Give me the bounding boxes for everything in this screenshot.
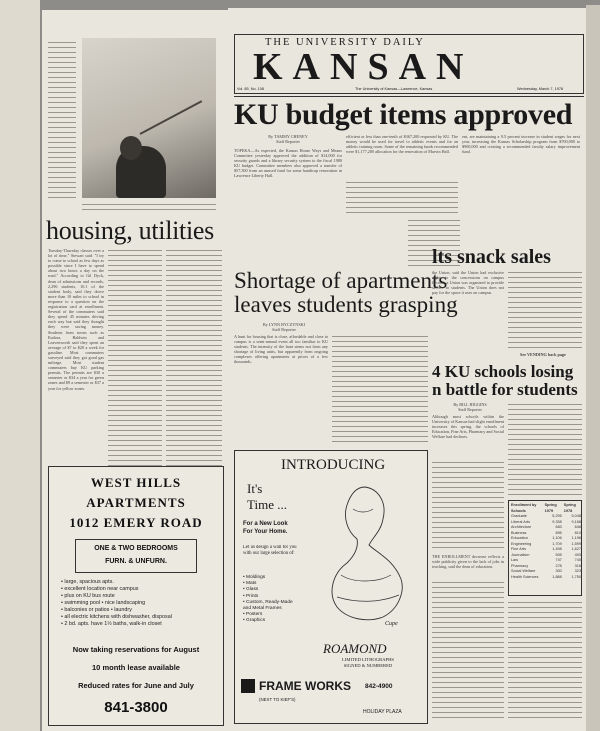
feature-item: • excellent location near campus	[61, 586, 139, 592]
enrollment-table-grid	[510, 503, 582, 580]
table-cell: 505	[555, 552, 562, 557]
table-cell: 1,599	[571, 541, 581, 546]
shortage-column-2	[332, 334, 428, 444]
west-hills-features	[61, 579, 221, 628]
design-line: Let us design a wall for you with our large selection of:	[243, 545, 297, 556]
furnished-line: FURN. & UNFURN.	[105, 558, 167, 565]
table-cell: 278	[555, 563, 562, 568]
feature-item: • swimming pool • nice landscaping	[61, 600, 146, 606]
new-look-line: For a New Look	[243, 521, 288, 527]
feature-item: • plus on KU bus route	[61, 593, 115, 599]
roamond-logo: ROAMOND	[323, 641, 387, 656]
budget-continuation	[346, 180, 458, 216]
table-header: Spring 1979	[544, 503, 557, 513]
table-cell: Business	[511, 530, 527, 535]
frame-works-phone: 842-4900	[365, 683, 393, 690]
reservations-line: Now taking reservations for August	[72, 645, 200, 654]
table-cell: 1,196	[571, 536, 581, 540]
photo-caption	[82, 202, 216, 212]
table-header: Spring 1978	[563, 503, 576, 513]
table-cell: Social Welfare	[511, 569, 536, 573]
shortage-article: A hunt for housing that is close, affordable and close to campus is a semi-annual event all too familiar to KU students. The intensity of the hunt stems not from any shortage of living units, but apparently from ongoing complexes offering apartments at prices of a few thousands.	[234, 334, 328, 365]
table-followup-column	[508, 600, 582, 720]
violinist-head	[120, 136, 142, 160]
table-cell: Education	[511, 536, 528, 540]
table-cell: 5,048	[571, 514, 581, 518]
violinist-photo	[82, 38, 216, 198]
housing-article: Tuesday-Thursday classes over a lot of time," Stewart said. "I try to come to school as few days as possible since I have to spend about two hours a day on the road." According to Gil Dyck, dean of admissions and records, 2,296 students, 10.1 of the student body, said they drove more than 10 miles to school in response to a question on the registration card at enrollment. Several of the commuters said they spend 45 minutes driving each way but said they thought they were saving money. Students from towns such as Eudora, Baldwin and Leavenworth said they spent an average of $7 to $20 a week for gasoline. Most commuters surveyed said they got good gas mileage. Most student commuters buy KU parking permits. The permits are $30 a semester or $34 a year for green zones and $9 a semester or $37 a year for yellow zones.	[48, 248, 104, 391]
frame-item: • Prints	[243, 593, 259, 599]
snack-headline: lts snack sales	[432, 246, 551, 268]
frame-item: • Graphics	[243, 618, 266, 624]
masthead-top-line: THE UNIVERSITY DAILY	[265, 37, 425, 48]
schools-column-2	[508, 402, 582, 496]
rates-line: Reduced rates for June and July	[78, 681, 194, 690]
feature-item: • all electric kitchens with dishwasher, disposal	[61, 614, 172, 620]
table-cell: Journalism	[511, 552, 530, 557]
masthead-volume: Vol. 85, No. 108	[237, 87, 265, 91]
frame-item: • Mats	[243, 581, 257, 587]
housing-column-2	[108, 248, 162, 468]
table-cell: Health Sciences	[511, 574, 539, 579]
table-header-row	[510, 503, 582, 514]
frame-works-sub: (NEXT TO KIEF'S)	[259, 697, 296, 702]
schools-column	[432, 460, 504, 550]
lithograph-figure-icon	[307, 479, 423, 625]
frame-item: • Custom, Ready-Made and Metal Frames	[243, 599, 293, 612]
west-hills-title: WEST HILLS	[90, 475, 182, 490]
table-cell: 316	[574, 563, 581, 568]
table-cell: 323	[574, 569, 581, 573]
table-cell: 300	[555, 569, 562, 573]
apartments-title: APARTMENTS	[86, 495, 186, 510]
housing-column-3	[166, 248, 222, 468]
housing-headline: housing, utilities	[46, 216, 214, 245]
table-cell: 1,750	[571, 574, 581, 579]
frame-works-name: FRAME WORKS	[259, 679, 351, 693]
table-cell: 493	[574, 552, 581, 557]
table-cell: 747	[555, 558, 562, 562]
its-line: It's	[247, 481, 263, 496]
budget-lead-article: TOPEKA—As expected, the Kansas House Ways and Means Committee yesterday approved the addition of $14,000 for security guards and a library security system to the fiscal 1980 KU budget. Committee members also approved a transfer of $57,300 from an unused fund for some handicap renovation in Lawrence Liberty Hall.	[234, 148, 342, 179]
frame-items-list	[243, 575, 301, 625]
masthead-date: Wednesday, March 7, 1978	[517, 87, 564, 91]
violin-bow	[140, 100, 203, 135]
table-cell: 1,498	[552, 547, 562, 551]
masthead-subtitle: The University of Kansas—Lawrence, Kansas	[355, 87, 433, 91]
vending-jump: See VENDING back page	[520, 352, 566, 357]
frame-item: • Posters	[243, 612, 263, 618]
schools-byline: By BILL HIGGINS Staff Reporter	[453, 402, 487, 413]
shortage-byline: By LYNN BYCZYNSKI Staff Reporter	[262, 322, 306, 333]
table-cell: 1,627	[571, 547, 581, 551]
table-cell: 646	[574, 525, 581, 529]
masthead-name: KANSAN	[253, 46, 474, 88]
schools-headline-line2: n battle for students	[432, 380, 578, 399]
address-line: 1012 EMERY ROAD	[69, 515, 203, 530]
table-body	[510, 514, 582, 580]
table-cell: 1,888	[552, 574, 562, 579]
table-cell: 1,106	[552, 536, 562, 540]
masthead	[234, 34, 584, 94]
budget-column-3: ent, are maintaining a 9.5 percent increase in student wages for next year, increasing the Kansas Scholarship program from $700,000 to $900,000 and creating a recommended faculty salary improvement fund.	[462, 134, 580, 155]
bedrooms-box	[75, 539, 197, 573]
frame-works-ad	[234, 450, 428, 724]
time-line: Time ...	[247, 497, 287, 512]
feature-item: • large, spacious apts.	[61, 579, 114, 585]
table-cell: 895	[555, 530, 562, 535]
table-cell: 5,295	[552, 514, 562, 518]
bedrooms-line: ONE & TWO BEDROOMS	[94, 545, 178, 552]
holiday-plaza: HOLIDAY PLAZA	[363, 709, 402, 715]
table-cell: 1,709	[552, 541, 562, 546]
artist-signature: Cupe	[385, 621, 398, 627]
shortage-headline-line1: Shortage of apartments	[234, 268, 448, 293]
left-top-column	[48, 40, 76, 200]
enrollment-column	[432, 580, 504, 720]
table-header: Enrollment by Schools	[511, 503, 537, 513]
frame-works-logo-icon	[241, 679, 255, 693]
enrollment-table	[508, 500, 582, 596]
for-home-line: For Your Home.	[243, 529, 288, 535]
enrollment-article: THE ENROLLMENT decrease reflects a wide publicity given to the lack of jobs in teaching, said the dean of education.	[432, 554, 504, 570]
snack-column-2	[508, 270, 582, 350]
table-cell: Fine Arts	[511, 547, 526, 551]
table-cell: Liberal Arts	[511, 519, 530, 524]
table-cell: Architecture	[511, 525, 532, 529]
lease-line: 10 month lease available	[92, 663, 180, 672]
table-cell: 9,168	[571, 519, 581, 524]
masthead-rule	[234, 96, 584, 97]
frame-item: • Moldings	[243, 575, 266, 580]
table-cell: 740	[574, 558, 581, 562]
frame-item: • Glass	[243, 587, 259, 593]
budget-column-2: efficient or less than one-tenth of $367,200 requested by KU. The money would be used for travel to athletic events and for an athletic training room. Some of the remaining funds recommended were $1,177,200 allocation for the renovation of Marvin Hall.	[346, 134, 458, 155]
schools-article: Although most schools within the University of Kansas had slight enrollment increases this spring, the schools of Education, Fine Arts, Pharmacy and Social Welfare had declines.	[432, 414, 504, 440]
schools-headline-line1: 4 KU schools losing	[432, 362, 574, 381]
table-cell: Engineering	[511, 541, 532, 546]
table-cell: Law	[511, 558, 518, 562]
budget-headline: KU budget items approved	[234, 98, 573, 131]
table-cell: 810	[574, 530, 581, 535]
table-cell: Graduate	[511, 514, 527, 518]
introducing-title: INTRODUCING	[281, 457, 386, 473]
feature-item: • balconies or patios • laundry	[61, 607, 132, 613]
lithograph-illustration	[307, 479, 423, 625]
west-hills-phone: 841-3800	[104, 699, 168, 716]
shortage-headline-line2: leaves students grasping	[234, 292, 458, 317]
west-hills-ad	[48, 466, 224, 726]
back-page-sheet	[0, 0, 40, 731]
page-edge	[586, 5, 600, 731]
lithographs-text: LIMITED LITHOGRAPHS SIGNED & NUMBERED	[342, 657, 394, 668]
table-cell: Pharmacy	[511, 563, 529, 568]
table-cell: 9,338	[552, 519, 562, 524]
budget-byline: By TAMMY CHENEY Staff Reporter	[268, 134, 308, 145]
snack-article: the Union, said the Union had exclusive rights to the concessions on campus because a Union was organized to provide service to students. The Union does not pay for the space it uses on campus.	[432, 270, 504, 296]
table-cell: 683	[555, 525, 562, 529]
feature-item: • 2 bd. apts. have 1½ baths, walk-in closet	[61, 621, 162, 627]
table-row	[510, 575, 582, 581]
